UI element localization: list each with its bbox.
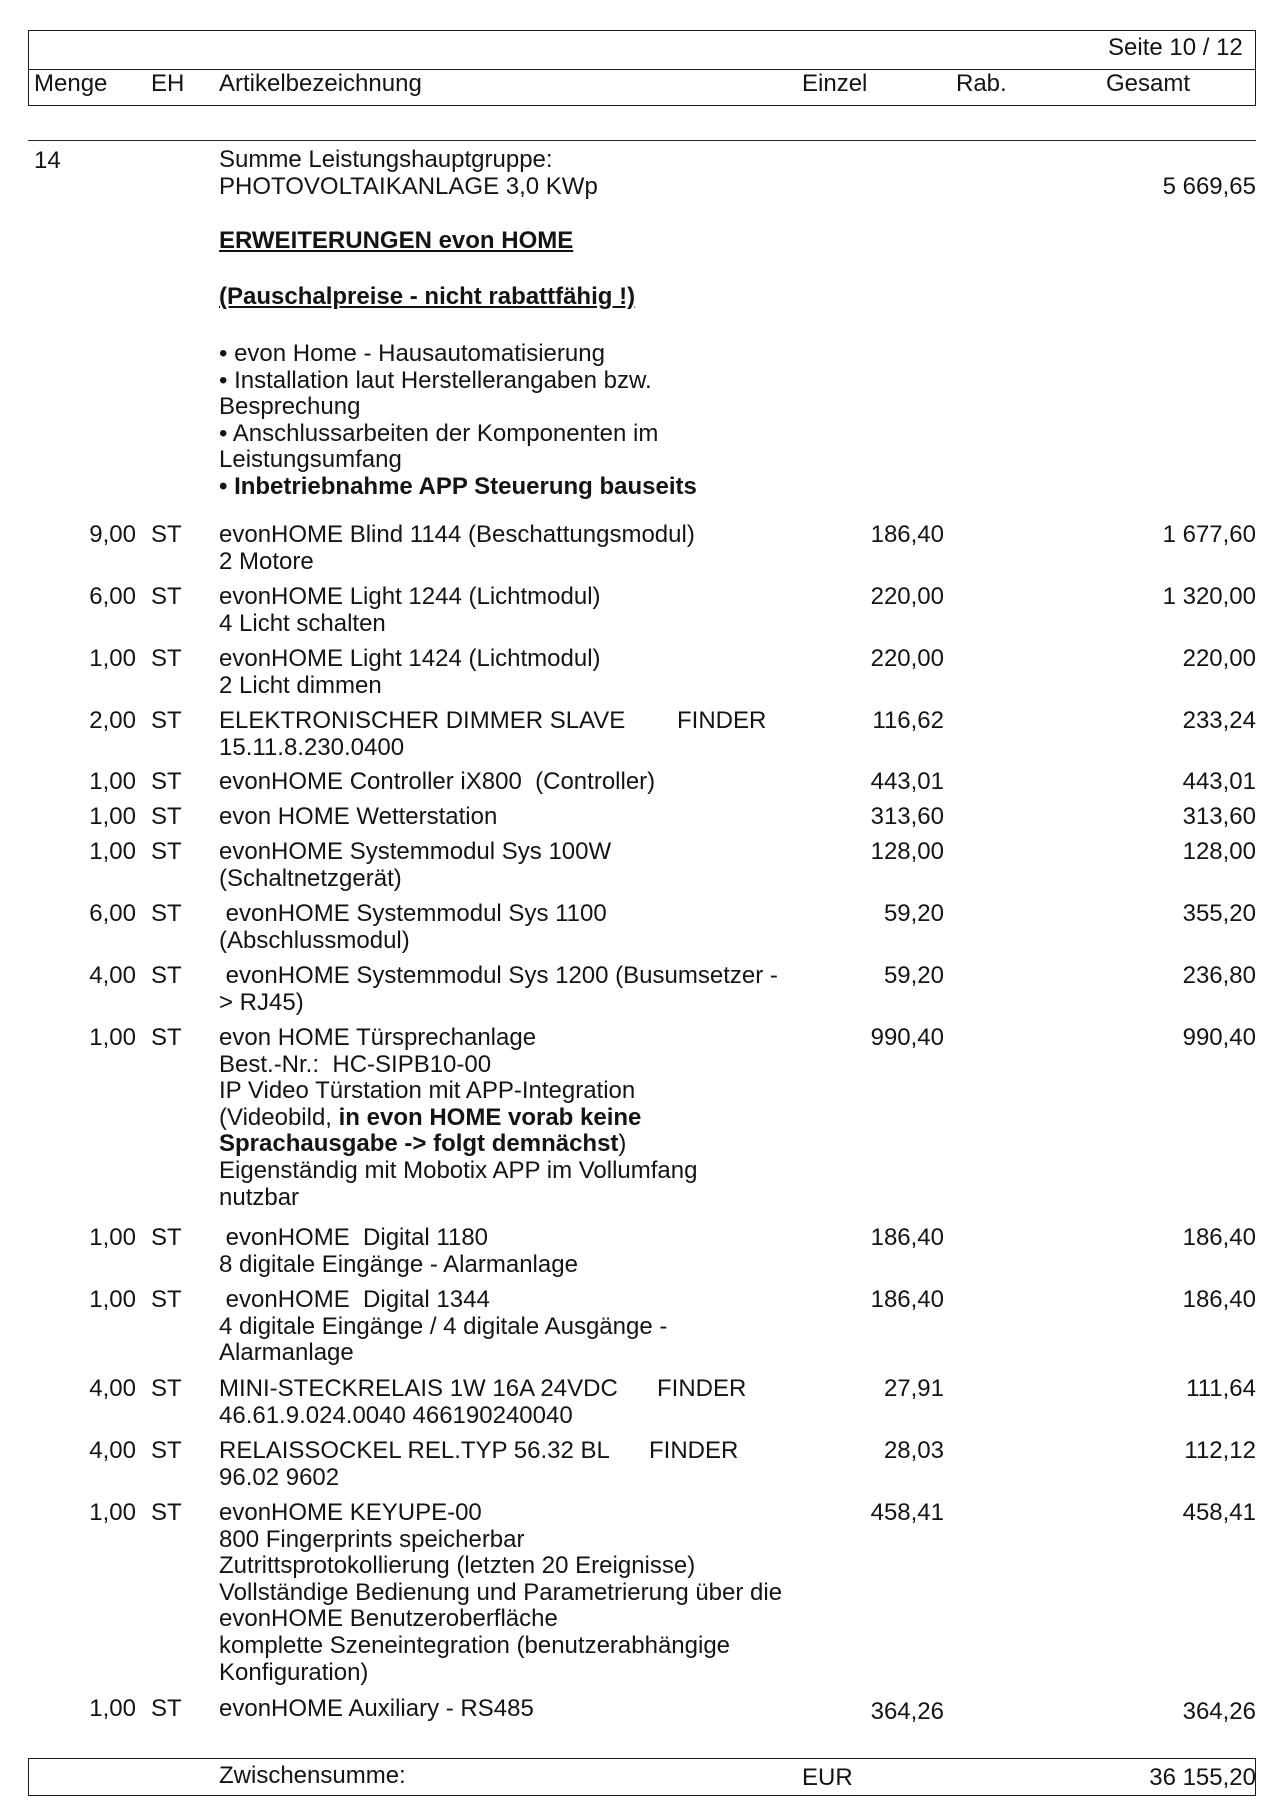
item-desc: nutzbar <box>219 1183 300 1211</box>
item-unit-price: 458,41 <box>870 1499 944 1526</box>
item-desc: Vollständige Bedienung und Parametrierung über die <box>219 1578 783 1606</box>
item-unit-price: 443,01 <box>870 768 944 795</box>
item-desc: Alarmanlage <box>219 1339 354 1367</box>
item-unit: ST <box>151 803 182 830</box>
item-unit: ST <box>151 768 182 795</box>
item-unit-price: 186,40 <box>870 1224 944 1251</box>
column-header-menge: Menge <box>34 70 108 97</box>
item-desc: 15.11.8.230.0400 <box>219 733 405 761</box>
group-sum-label: Summe Leistungshauptgruppe: <box>219 146 553 173</box>
item-unit: ST <box>151 962 182 989</box>
item-total: 233,24 <box>1182 707 1256 734</box>
bullet-line: Besprechung <box>219 393 361 421</box>
bullet-line: • Anschlussarbeiten der Komponenten im <box>219 419 659 447</box>
item-desc: evonHOME Systemmodul Sys 100W <box>219 838 612 865</box>
item-desc: 96.02 9602 <box>219 1463 340 1491</box>
item-desc: evonHOME Auxiliary - RS485 <box>219 1695 534 1722</box>
item-desc-pre: (Videobild, <box>219 1103 339 1131</box>
item-qty: 4,00 <box>89 1375 136 1402</box>
item-desc: evonHOME Digital 1180 <box>219 1224 489 1251</box>
bullet-line: Leistungsumfang <box>219 446 402 474</box>
item-desc-post: ) <box>618 1130 627 1158</box>
item-unit-price: 220,00 <box>870 645 944 672</box>
item-desc-bold: in evon HOME vorab keine <box>338 1103 642 1131</box>
item-supplier: FINDER <box>649 1437 739 1464</box>
item-total: 186,40 <box>1182 1224 1256 1251</box>
item-qty: 2,00 <box>89 707 136 734</box>
item-qty: 1,00 <box>89 645 136 672</box>
item-desc: IP Video Türstation mit APP-Integration <box>219 1077 636 1105</box>
item-unit: ST <box>151 1695 182 1722</box>
item-unit: ST <box>151 1224 182 1251</box>
subtotal-currency: EUR <box>802 1764 853 1791</box>
item-total: 220,00 <box>1182 645 1256 672</box>
item-desc: 8 digitale Eingänge - Alarmanlage <box>219 1250 578 1278</box>
column-header-gesamt: Gesamt <box>1106 70 1191 97</box>
group-name: PHOTOVOLTAIKANLAGE 3,0 KWp <box>219 172 598 200</box>
item-desc: evon HOME Türsprechanlage <box>219 1024 537 1051</box>
item-unit: ST <box>151 1437 182 1464</box>
item-unit: ST <box>151 1375 182 1402</box>
section-note: (Pauschalpreise - nicht rabattfähig !) <box>219 283 636 310</box>
item-unit-price: 313,60 <box>870 803 944 830</box>
item-desc: evonHOME Controller iX800 (Controller) <box>219 768 656 795</box>
section-title: ERWEITERUNGEN evon HOME <box>219 227 574 254</box>
item-desc: evonHOME Systemmodul Sys 1200 (Busumsetzer - <box>219 962 778 989</box>
item-desc: 2 Motore <box>219 547 314 575</box>
item-unit: ST <box>151 707 182 734</box>
item-total: 990,40 <box>1182 1024 1256 1051</box>
item-qty: 1,00 <box>89 768 136 795</box>
item-unit-price: 28,03 <box>883 1437 944 1464</box>
item-desc: evonHOME Blind 1144 (Beschattungsmodul) <box>219 521 695 548</box>
item-desc: evonHOME Light 1424 (Lichtmodul) <box>219 645 601 672</box>
item-supplier: FINDER <box>677 707 767 734</box>
page-number: Seite 10 / 12 <box>1108 34 1243 61</box>
item-unit-price: 364,26 <box>870 1698 944 1725</box>
subtotal-label: Zwischensumme: <box>219 1762 406 1789</box>
item-total: 111,64 <box>1186 1375 1256 1402</box>
item-qty: 1,00 <box>89 803 136 830</box>
item-desc: evonHOME KEYUPE-00 <box>219 1499 482 1526</box>
item-desc: 46.61.9.024.0040 466190240040 <box>219 1401 573 1429</box>
group-total: 5 669,65 <box>1162 173 1256 200</box>
item-total: 313,60 <box>1182 803 1256 830</box>
item-desc: Best.-Nr.: HC-SIPB10-00 <box>219 1050 492 1078</box>
item-unit-price: 186,40 <box>870 521 944 548</box>
column-header-rab: Rab. <box>956 70 1007 97</box>
item-desc: Eigenständig mit Mobotix APP im Vollumfang <box>219 1156 698 1184</box>
item-desc: MINI-STECKRELAIS 1W 16A 24VDC <box>219 1375 618 1402</box>
item-unit: ST <box>151 645 182 672</box>
item-desc: evon HOME Wetterstation <box>219 803 498 830</box>
item-desc: 800 Fingerprints speicherbar <box>219 1525 525 1553</box>
column-header-einzel: Einzel <box>802 70 868 97</box>
item-qty: 1,00 <box>89 1024 136 1051</box>
item-desc: evonHOME Digital 1344 <box>219 1286 490 1313</box>
item-desc: ELEKTRONISCHER DIMMER SLAVE <box>219 707 626 734</box>
item-total: 458,41 <box>1182 1499 1256 1526</box>
item-desc-mixed <box>219 1131 809 1158</box>
column-header-eh: EH <box>151 70 185 97</box>
item-total: 355,20 <box>1182 900 1256 927</box>
section-bullets <box>219 341 809 501</box>
item-supplier: FINDER <box>657 1375 747 1402</box>
item-unit: ST <box>151 1499 182 1526</box>
item-total: 443,01 <box>1182 768 1256 795</box>
item-total: 236,80 <box>1182 962 1256 989</box>
item-desc-bold: Sprachausgabe -> folgt demnächst <box>219 1130 619 1158</box>
item-unit-price: 59,20 <box>883 962 944 989</box>
item-unit: ST <box>151 900 182 927</box>
item-desc-mixed <box>219 1105 809 1132</box>
item-desc: Konfiguration) <box>219 1658 369 1686</box>
item-desc: evonHOME Benutzeroberfläche <box>219 1605 558 1633</box>
item-qty: 9,00 <box>89 521 136 548</box>
item-qty: 1,00 <box>89 1286 136 1313</box>
item-desc: > RJ45) <box>219 988 304 1016</box>
item-unit: ST <box>151 1024 182 1051</box>
item-total: 1 677,60 <box>1162 521 1256 548</box>
item-qty: 6,00 <box>89 583 136 610</box>
bullet-line: • Installation laut Herstellerangaben bzw. <box>219 366 652 394</box>
item-unit-price: 59,20 <box>883 900 944 927</box>
item-total: 128,00 <box>1182 838 1256 865</box>
item-total: 112,12 <box>1184 1437 1256 1464</box>
item-unit-price: 186,40 <box>870 1286 944 1313</box>
item-desc: evonHOME Light 1244 (Lichtmodul) <box>219 583 601 610</box>
subtotal-value: 36 155,20 <box>1149 1764 1256 1791</box>
item-qty: 1,00 <box>89 838 136 865</box>
item-unit: ST <box>151 838 182 865</box>
page-header-box <box>28 30 1256 106</box>
content-top-rule <box>28 140 1256 141</box>
item-unit-price: 220,00 <box>870 583 944 610</box>
item-qty: 6,00 <box>89 900 136 927</box>
item-desc: (Schaltnetzgerät) <box>219 864 402 892</box>
item-unit-price: 27,91 <box>883 1375 944 1402</box>
bullet-line-bold: • Inbetriebnahme APP Steuerung bauseits <box>219 472 697 500</box>
item-qty: 4,00 <box>89 962 136 989</box>
item-qty: 1,00 <box>89 1224 136 1251</box>
item-desc: (Abschlussmodul) <box>219 926 410 954</box>
item-total: 186,40 <box>1182 1286 1256 1313</box>
item-unit-price: 128,00 <box>870 838 944 865</box>
item-unit: ST <box>151 1286 182 1313</box>
item-qty: 1,00 <box>89 1695 136 1722</box>
item-qty: 4,00 <box>89 1437 136 1464</box>
item-unit-price: 116,62 <box>872 707 944 734</box>
item-desc: evonHOME Systemmodul Sys 1100 <box>219 900 607 927</box>
item-desc: RELAISSOCKEL REL.TYP 56.32 BL <box>219 1437 610 1464</box>
group-number: 14 <box>34 147 61 174</box>
item-total: 364,26 <box>1182 1698 1256 1725</box>
item-qty: 1,00 <box>89 1499 136 1526</box>
bullet-line: • evon Home - Hausautomatisierung <box>219 340 605 367</box>
subtotal-box <box>28 1758 1256 1796</box>
item-desc: 4 digitale Eingänge / 4 digitale Ausgänge - <box>219 1312 668 1340</box>
item-desc: komplette Szeneintegration (benutzerabhängige <box>219 1631 731 1659</box>
item-unit: ST <box>151 521 182 548</box>
item-desc: 4 Licht schalten <box>219 609 386 637</box>
header-divider <box>29 69 1255 70</box>
column-header-artikel: Artikelbezeichnung <box>219 70 422 97</box>
item-unit: ST <box>151 583 182 610</box>
item-total: 1 320,00 <box>1162 583 1256 610</box>
item-desc: Zutrittsprotokollierung (letzten 20 Ereignisse) <box>219 1552 696 1580</box>
item-unit-price: 990,40 <box>870 1024 944 1051</box>
item-desc: 2 Licht dimmen <box>219 671 382 699</box>
